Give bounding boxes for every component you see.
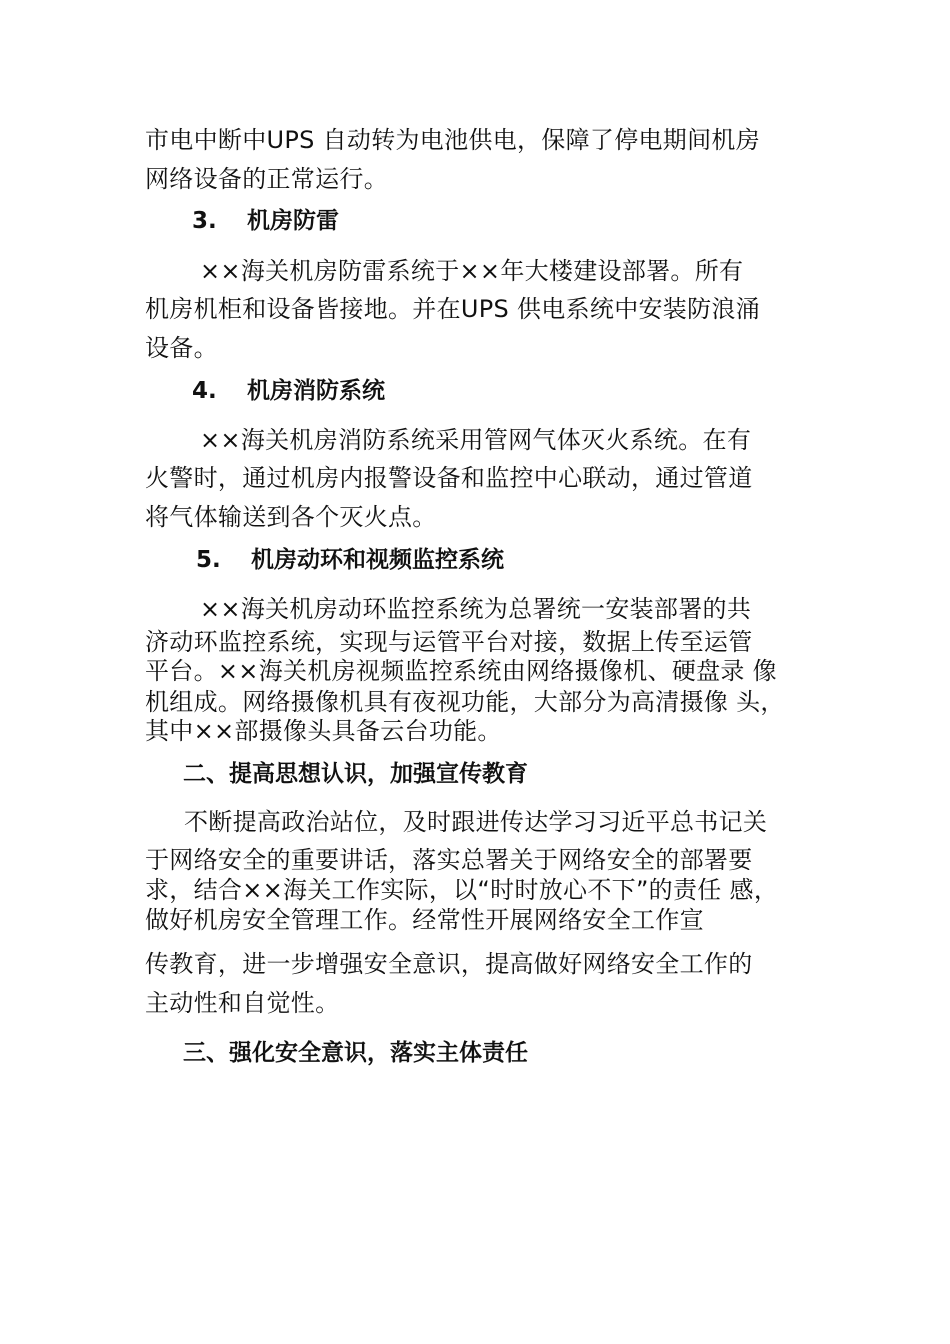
part-2-heading: 二、提高思想认识，加强宣传教育 <box>183 761 528 787</box>
section-3-number: 3. <box>192 208 217 234</box>
intro-line-1: 市电中断中UPS 自动转为电池供电，保障了停电期间机房 <box>145 126 761 154</box>
section-4-line-2: 火警时，通过机房内报警设备和监控中心联动，通过管道 <box>145 464 753 492</box>
part-2-line-4: 做好机房安全管理工作。经常性开展网络安全工作宣 <box>145 906 704 934</box>
section-4-number: 4. <box>192 378 217 404</box>
part-3-heading: 三、强化安全意识，落实主体责任 <box>183 1040 528 1066</box>
section-4-line-1: ××海关机房消防系统采用管网气体灭火系统。在有 <box>200 426 752 454</box>
part-2-line-5: 传教育，进一步增强安全意识，提高做好网络安全工作的 <box>145 950 753 978</box>
part-2-line-1: 不断提高政治站位，及时跟进传达学习习近平总书记关 <box>184 808 768 836</box>
part-2-line-6: 主动性和自觉性。 <box>145 989 340 1017</box>
section-3-heading <box>192 206 339 236</box>
section-3-line-2: 机房机柜和设备皆接地。并在UPS 供电系统中安装防浪涌 <box>145 295 761 323</box>
intro-line-2: 网络设备的正常运行。 <box>145 165 388 193</box>
section-5-number: 5. <box>196 547 221 573</box>
part-2-line-2: 于网络安全的重要讲话，落实总署关于网络安全的部署要 <box>145 846 753 874</box>
section-4-heading <box>192 376 385 406</box>
section-4-title: 机房消防系统 <box>247 378 385 404</box>
section-5-line-1: ××海关机房动环监控系统为总署统一安装部署的共 <box>200 595 752 623</box>
section-4-line-3: 将气体输送到各个灭火点。 <box>145 503 437 531</box>
section-5-line-4: 机组成。网络摄像机具有夜视功能，大部分为高清摄像 头， <box>145 688 785 716</box>
section-5-line-5: 其中××部摄像头具备云台功能。 <box>145 717 502 745</box>
section-5-heading <box>196 545 504 575</box>
section-3-line-1: ××海关机房防雷系统于××年大楼建设部署。所有 <box>200 257 744 285</box>
section-5-line-3: 平台。××海关机房视频监控系统由网络摄像机、硬盘录 像 <box>145 657 777 685</box>
section-5-title: 机房动环和视频监控系统 <box>251 547 504 573</box>
section-3-title: 机房防雷 <box>247 208 339 234</box>
section-5-line-2: 济动环监控系统，实现与运管平台对接，数据上传至运管 <box>145 628 753 656</box>
section-3-line-3: 设备。 <box>145 334 218 362</box>
part-2-line-3: 求，结合××海关工作实际，以“时时放心不下”的责任 感， <box>145 876 779 904</box>
